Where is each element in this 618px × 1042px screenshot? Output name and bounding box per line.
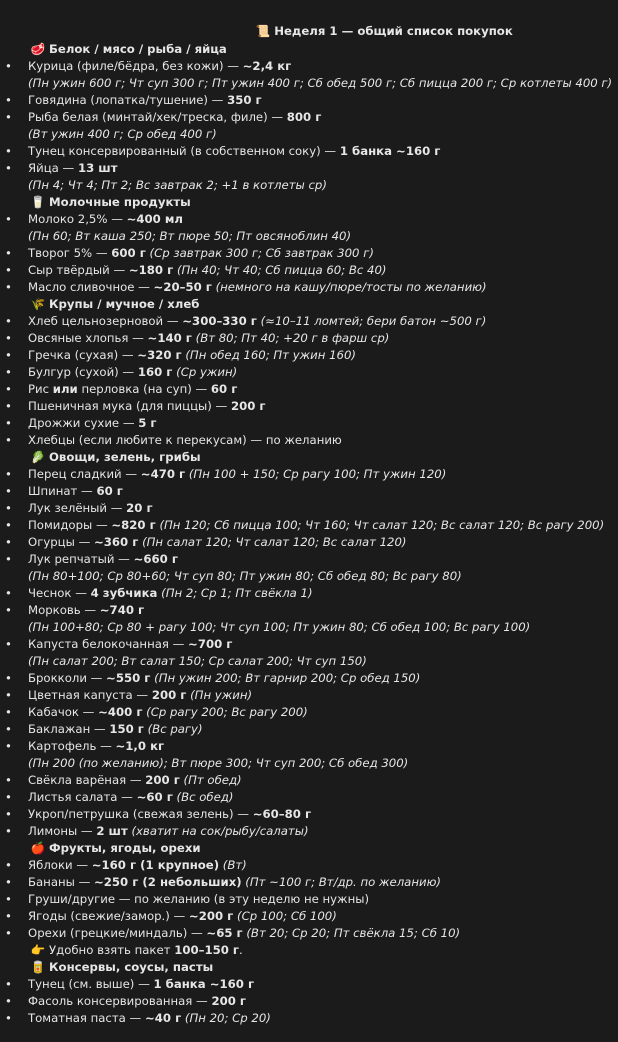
list-item-pears: • Груши/другие — по желанию (в эту неделю не нужны) xyxy=(0,891,618,908)
list-item-beans: • Фасоль консервированная — 200 г xyxy=(0,993,618,1010)
list-item-onion-note: (Пн 80+100; Ср 80+60; Чт суп 80; Пт ужин 80; Сб обед 80; Вс рагу 80) xyxy=(28,569,462,583)
list-item-potato: • Картофель — ~1,0 кг xyxy=(0,738,618,755)
fruit-note: 👉 Удобно взять пакет 100–150 г. xyxy=(30,943,243,957)
list-item-bananas: • Бананы — ~250 г (2 небольших) (Пт ~100 г; Вт/др. по желанию) xyxy=(0,874,618,891)
list-item-cucumbers: • Огурцы — ~360 г (Пн салат 120; Чт салат 120; Вс салат 120) xyxy=(0,534,618,551)
list-item-nuts: • Орехи (грецкие/миндаль) — ~65 г (Вт 20; Ср 20; Пт свёкла 15; Сб 10) xyxy=(0,925,618,942)
list-item-flour: • Пшеничная мука (для пиццы) — 200 г xyxy=(0,398,618,415)
list-item-chicken: • Курица (филе/бёдра, без кожи) — ~2,4 кг xyxy=(0,58,618,75)
list-item-dill: • Укроп/петрушка (свежая зелень) — ~60–80 г xyxy=(0,806,618,823)
section-vegetables: 🥬 Овощи, зелень, грибы xyxy=(30,450,201,464)
list-item-carrot-note: (Пн 100+80; Ср 80 + рагу 100; Чт суп 100; Пт ужин 80; Сб обед 100; Вс рагу 100) xyxy=(28,620,531,634)
section-canned: 🥫 Консервы, соусы, пасты xyxy=(30,960,214,974)
list-item-buckwheat: • Гречка (сухая) — ~320 г (Пн обед 160; Пт ужин 160) xyxy=(0,347,618,364)
list-item-garlic: • Чеснок — 4 зубчика (Пн 2; Ср 1; Пт свёкла 1) xyxy=(0,585,618,602)
list-item-lemons: • Лимоны — 2 шт (хватит на сок/рыбу/салаты) xyxy=(0,823,618,840)
list-item-eggs: • Яйца — 13 шт xyxy=(0,160,618,177)
list-item-cauliflower: • Цветная капуста — 200 г (Пн ужин) xyxy=(0,687,618,704)
section-fruits: 🍎 Фрукты, ягоды, орехи xyxy=(30,841,201,855)
list-item-pepper: • Перец сладкий — ~470 г (Пн 100 + 150; Ср рагу 100; Пт ужин 120) xyxy=(0,466,618,483)
page-title: 📜 Неделя 1 — общий список покупок xyxy=(0,22,618,41)
list-item-eggs-note: (Пн 4; Чт 4; Пт 2; Вс завтрак 2; +1 в котлеты ср) xyxy=(28,178,327,192)
list-item-cheese: • Сыр твёрдый — ~180 г (Пн 40; Чт 40; Сб пицца 60; Вс 40) xyxy=(0,262,618,279)
list-item-tomato-paste: • Томатная паста — ~40 г (Пн 20; Ср 20) xyxy=(0,1010,618,1027)
meat-icon: 🥩 xyxy=(30,42,46,56)
list-item-tvorog: • Творог 5% — 600 г (Ср завтрак 300 г; Сб завтрак 300 г) xyxy=(0,245,618,262)
list-item-butter: • Масло сливочное — ~20–50 г (немного на кашу/пюре/тосты по желанию) xyxy=(0,279,618,296)
list-item-bulgur: • Булгур (сухой) — 160 г (Ср ужин) xyxy=(0,364,618,381)
list-item-chicken-note: (Пн ужин 600 г; Чт суп 300 г; Пт ужин 400 г; Сб обед 500 г; Сб пицца 200 г; Ср котлеты 400 г) xyxy=(28,76,613,90)
list-item-rice: • Рис или перловка (на суп) — 60 г xyxy=(0,381,618,398)
scroll-icon: 📜 xyxy=(255,24,271,38)
list-item-tomatoes: • Помидоры — ~820 г (Пн 120; Сб пицца 100; Чт 160; Чт салат 120; Вс салат 120; Вс рагу 200) xyxy=(0,517,618,534)
list-item-apples: • Яблоки — ~160 г (1 крупное) (Вт) xyxy=(0,857,618,874)
list-item-bread: • Хлеб цельнозерновой — ~300–330 г (≈10–11 ломтей; бери батон ~500 г) xyxy=(0,313,618,330)
list-item-yeast: • Дрожжи сухие — 5 г xyxy=(0,415,618,432)
section-grains: 🌾 Крупы / мучное / хлеб xyxy=(30,297,200,311)
list-item-lettuce: • Листья салата — ~60 г (Вс обед) xyxy=(0,789,618,806)
list-item-zucchini: • Кабачок — ~400 г (Ср рагу 200; Вс рагу 200) xyxy=(0,704,618,721)
list-item-potato-note: (Пн 200 (по желанию); Вт пюре 300; Чт суп 200; Сб обед 300) xyxy=(28,756,409,770)
list-item-fish: • Рыба белая (минтай/хек/треска, филе) — 800 г xyxy=(0,109,618,126)
list-item-cabbage: • Капуста белокочанная — ~700 г xyxy=(0,636,618,653)
list-item-beet: • Свёкла варёная — 200 г (Пт обед) xyxy=(0,772,618,789)
apple-icon: 🍎 xyxy=(30,841,46,855)
list-item-crispbread: • Хлебцы (если любите к перекусам) — по желанию xyxy=(0,432,618,449)
list-item-milk-note: (Пн 60; Вт каша 250; Вт пюре 50; Пт овсяноблин 40) xyxy=(28,229,352,243)
list-item-spinach: • Шпинат — 60 г xyxy=(0,483,618,500)
list-item-eggplant: • Баклажан — 150 г (Вс рагу) xyxy=(0,721,618,738)
milk-glass-icon: 🥛 xyxy=(30,195,46,209)
list-item-green-onion: • Лук зелёный — 20 г xyxy=(0,500,618,517)
grain-icon: 🌾 xyxy=(30,297,46,311)
list-item-berries: • Ягоды (свежие/замор.) — ~200 г (Ср 100; Сб 100) xyxy=(0,908,618,925)
list-item-onion: • Лук репчатый — ~660 г xyxy=(0,551,618,568)
section-protein: 🥩 Белок / мясо / рыба / яйца xyxy=(30,42,227,56)
greens-icon: 🥬 xyxy=(30,450,46,464)
list-item-tuna-canned: • Тунец (см. выше) — 1 банка ~160 г xyxy=(0,976,618,993)
list-item-oats: • Овсяные хлопья — ~140 г (Вт 80; Пт 40; +20 г в фарш ср) xyxy=(0,330,618,347)
list-item-carrot: • Морковь — ~740 г xyxy=(0,602,618,619)
section-dairy: 🥛 Молочные продукты xyxy=(30,195,191,209)
shopping-list-document xyxy=(0,22,618,1027)
pointing-hand-icon: 👉 xyxy=(30,943,46,957)
list-item-broccoli: • Брокколи — ~550 г (Пн ужин 200; Вт гарнир 200; Ср обед 150) xyxy=(0,670,618,687)
can-icon: 🥫 xyxy=(30,960,46,974)
list-item-tuna: • Тунец консервированный (в собственном соку) — 1 банка ~160 г xyxy=(0,143,618,160)
list-item-milk: • Молоко 2,5% — ~400 мл xyxy=(0,211,618,228)
list-item-cabbage-note: (Пн салат 200; Вт салат 150; Ср салат 200; Чт суп 150) xyxy=(28,654,367,668)
list-item-beef: • Говядина (лопатка/тушение) — 350 г xyxy=(0,92,618,109)
list-item-fish-note: (Вт ужин 400 г; Ср обед 400 г) xyxy=(28,127,217,141)
